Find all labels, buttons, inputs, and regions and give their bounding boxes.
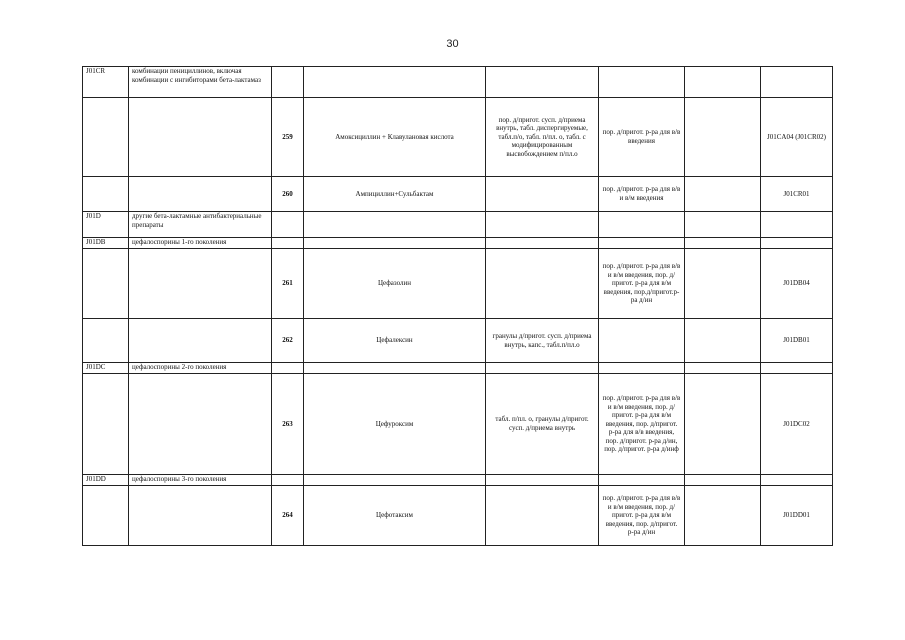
table-row-group <box>83 475 833 486</box>
row-number <box>272 238 304 249</box>
drug-name: Цефотаксим <box>304 486 486 546</box>
drug-name <box>304 238 486 249</box>
atc-group-code <box>83 249 129 319</box>
row-number: 262 <box>272 319 304 363</box>
dosage-forms-injection: пор. д/пригот. р-ра для в/в и в/м введения, пор. д/пригот. р-ра для в/м введения, пор. д/пригот. р-ра для в/в введения, пор. д/пригот. р-ра д/ин, пор. д/пригот. р-ра д/инф <box>599 374 685 475</box>
drug-name: Цефалексин <box>304 319 486 363</box>
atc-group-code <box>83 177 129 212</box>
group-name <box>129 319 272 363</box>
dosage-forms <box>486 363 599 374</box>
row-number <box>272 212 304 238</box>
drug-name <box>304 212 486 238</box>
group-name: цефалоспорины 2-го поколения <box>129 363 272 374</box>
atc-group-code: J01D <box>83 212 129 238</box>
atc-code: J01DB04 <box>761 249 833 319</box>
dosage-forms-injection <box>599 363 685 374</box>
empty-cell <box>685 486 761 546</box>
table-row-drug <box>83 177 833 212</box>
row-number: 259 <box>272 98 304 177</box>
table-row-drug <box>83 98 833 177</box>
table-row-drug <box>83 374 833 475</box>
atc-code <box>761 212 833 238</box>
dosage-forms-injection: пор. д/пригот. р-ра для в/в и в/м введения, пор. д/пригот. р-ра для в/м введения, пор. д/пригот. р-ра д/ин <box>599 486 685 546</box>
drug-name <box>304 363 486 374</box>
atc-group-code <box>83 319 129 363</box>
drug-name: Амоксициллин + Клавулановая кислота <box>304 98 486 177</box>
atc-group-code: J01DD <box>83 475 129 486</box>
drug-name: Цефуроксим <box>304 374 486 475</box>
group-name: комбинации пенициллинов, включая комбинации с ингибиторами бета-лактамаз <box>129 67 272 98</box>
row-number: 264 <box>272 486 304 546</box>
atc-code <box>761 363 833 374</box>
dosage-forms: табл. п/пл. о, гранулы д/пригот. сусп. д/приема внутрь <box>486 374 599 475</box>
dosage-forms-injection <box>599 212 685 238</box>
dosage-forms: гранулы д/пригот. сусп. д/приема внутрь, капс., табл.п/пл.о <box>486 319 599 363</box>
dosage-forms <box>486 212 599 238</box>
dosage-forms-injection <box>599 319 685 363</box>
group-name: другие бета-лактамные антибактериальные препараты <box>129 212 272 238</box>
dosage-forms <box>486 177 599 212</box>
empty-cell <box>685 98 761 177</box>
drug-name <box>304 67 486 98</box>
dosage-forms-injection <box>599 475 685 486</box>
table-body <box>83 67 833 546</box>
empty-cell <box>685 319 761 363</box>
table-row-drug <box>83 319 833 363</box>
dosage-forms <box>486 238 599 249</box>
atc-code: J01DB01 <box>761 319 833 363</box>
table-row-drug <box>83 486 833 546</box>
empty-cell <box>685 363 761 374</box>
row-number: 261 <box>272 249 304 319</box>
atc-code: J01CR01 <box>761 177 833 212</box>
row-number <box>272 475 304 486</box>
group-name: цефалоспорины 3-го поколения <box>129 475 272 486</box>
row-number <box>272 363 304 374</box>
group-name <box>129 98 272 177</box>
row-number <box>272 67 304 98</box>
empty-cell <box>685 67 761 98</box>
empty-cell <box>685 374 761 475</box>
drug-name: Цефазолин <box>304 249 486 319</box>
drug-list-table <box>82 66 833 546</box>
empty-cell <box>685 177 761 212</box>
dosage-forms-injection: пор. д/пригот. р-ра для в/в и в/м введения <box>599 177 685 212</box>
atc-code: J01DC02 <box>761 374 833 475</box>
table-row-group <box>83 363 833 374</box>
page-number: 30 <box>446 38 459 50</box>
atc-group-code <box>83 374 129 475</box>
empty-cell <box>685 475 761 486</box>
group-name <box>129 249 272 319</box>
dosage-forms-injection <box>599 238 685 249</box>
empty-cell <box>685 238 761 249</box>
drug-name: Ампициллин+Сульбактам <box>304 177 486 212</box>
dosage-forms-injection <box>599 67 685 98</box>
atc-code: J01CA04 (J01CR02) <box>761 98 833 177</box>
empty-cell <box>685 249 761 319</box>
atc-code: J01DD01 <box>761 486 833 546</box>
atc-group-code: J01DB <box>83 238 129 249</box>
dosage-forms <box>486 486 599 546</box>
dosage-forms <box>486 249 599 319</box>
table-row-group <box>83 212 833 238</box>
dosage-forms <box>486 67 599 98</box>
dosage-forms-injection: пор. д/пригот. р-ра для в/в введения <box>599 98 685 177</box>
drug-name <box>304 475 486 486</box>
row-number: 260 <box>272 177 304 212</box>
group-name <box>129 486 272 546</box>
atc-code <box>761 67 833 98</box>
atc-group-code: J01DC <box>83 363 129 374</box>
atc-code <box>761 475 833 486</box>
group-name: цефалоспорины 1-го поколения <box>129 238 272 249</box>
table-row-group <box>83 67 833 98</box>
empty-cell <box>685 212 761 238</box>
dosage-forms: пор. д/пригот. сусп. д/приема внутрь, табл. диспергируемые, табл.п/о, табл. п/пл. о, табл. с модифицированным высвобождением п/пл.о <box>486 98 599 177</box>
atc-group-code: J01CR <box>83 67 129 98</box>
group-name <box>129 177 272 212</box>
dosage-forms <box>486 475 599 486</box>
row-number: 263 <box>272 374 304 475</box>
atc-group-code <box>83 98 129 177</box>
table-row-drug <box>83 249 833 319</box>
dosage-forms-injection: пор. д/пригот. р-ра для в/в и в/м введения, пор. д/пригот. р-ра для в/м введения, пор.д/пригот.р-ра д/ин <box>599 249 685 319</box>
group-name <box>129 374 272 475</box>
atc-group-code <box>83 486 129 546</box>
table-row-group <box>83 238 833 249</box>
atc-code <box>761 238 833 249</box>
